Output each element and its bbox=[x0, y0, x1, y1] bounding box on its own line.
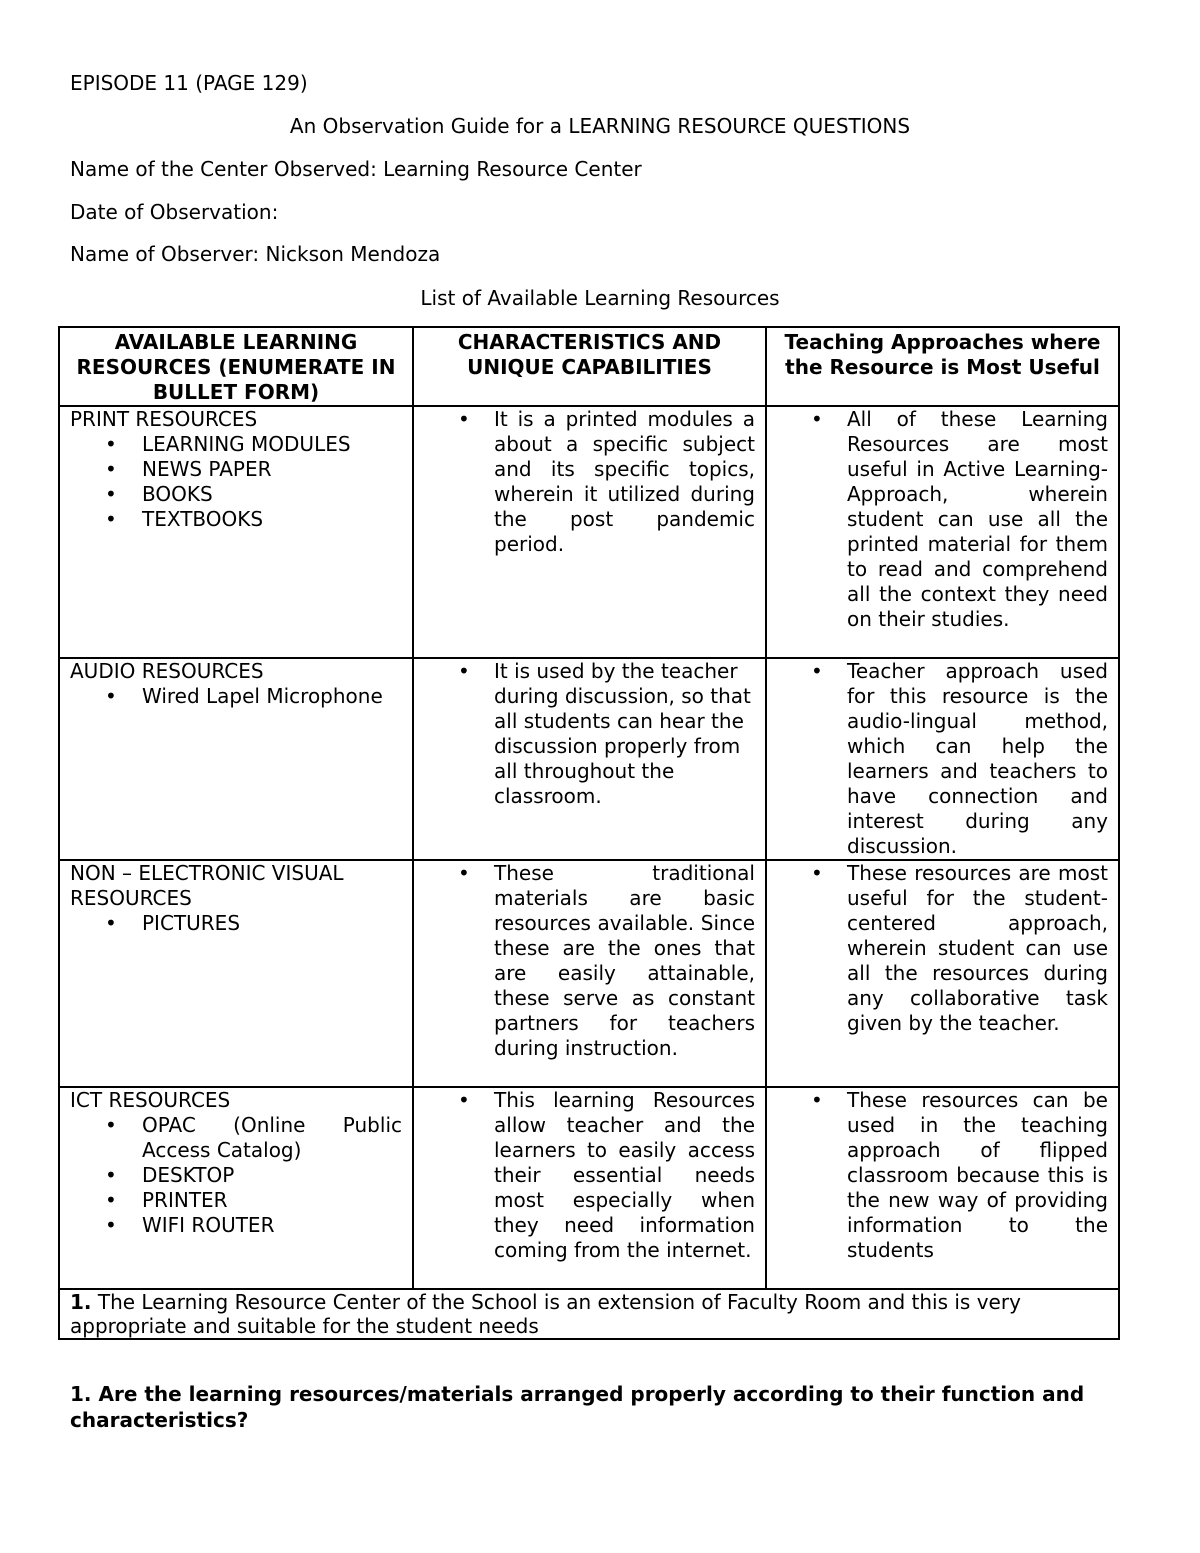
observer-name: Name of Observer: Nickson Mendoza bbox=[70, 242, 441, 266]
characteristics-cell bbox=[413, 1087, 766, 1289]
date-of-observation: Date of Observation: bbox=[70, 200, 279, 224]
list-item: • BOOKS bbox=[142, 482, 402, 507]
list-item: • NEWS PAPER bbox=[142, 457, 402, 482]
list-item: • TEXTBOOKS bbox=[142, 507, 402, 532]
footer-text: The Learning Resource Center of the School is an extension of Faculty Room and this is very appropriate and suitable for the student needs bbox=[70, 1290, 1021, 1338]
approach-cell bbox=[766, 1087, 1119, 1289]
episode-heading: EPISODE 11 (PAGE 129) bbox=[70, 71, 308, 95]
center-observed: Name of the Center Observed: Learning Resource Center bbox=[70, 157, 642, 181]
approach-cell bbox=[766, 658, 1119, 860]
resource-list bbox=[70, 684, 402, 709]
characteristics-text: • This learning Resources allow teacher and the learners to easily access their essential needs most especially when they need information coming from the internet. bbox=[494, 1088, 755, 1263]
characteristics-cell bbox=[413, 860, 766, 1087]
approach-text: • These resources can be used in the teaching approach of flipped classroom because this is the new way of providing information to the students bbox=[847, 1088, 1108, 1263]
characteristics-text: • It is a printed modules a about a specific subject and its specific topics, wherein it utilized during the post pandemic period. bbox=[494, 407, 755, 557]
characteristics-cell bbox=[413, 406, 766, 658]
footer-number: 1. bbox=[70, 1290, 92, 1314]
table-header-row bbox=[59, 327, 1119, 406]
table-row bbox=[59, 860, 1119, 1087]
characteristics-text: • It is used by the teacher during discussion, so that all students can hear the discussion properly from all throughout the classroom. bbox=[494, 659, 755, 809]
list-item: • LEARNING MODULES bbox=[142, 432, 402, 457]
header-teaching-approaches: Teaching Approaches where the Resource is Most Useful bbox=[766, 327, 1119, 406]
list-item: • PRINTER bbox=[142, 1188, 402, 1213]
guide-title: An Observation Guide for a LEARNING RESOURCE QUESTIONS bbox=[289, 114, 911, 138]
list-item: • WIFI ROUTER bbox=[142, 1213, 402, 1238]
approach-text: • These resources are most useful for the student-centered approach, wherein student can use all the resources during any collaborative task given by the teacher. bbox=[847, 861, 1108, 1036]
table-row bbox=[59, 406, 1119, 658]
resource-list bbox=[70, 1113, 402, 1238]
footer-cell bbox=[59, 1289, 1119, 1339]
table-row bbox=[59, 1087, 1119, 1289]
approach-cell bbox=[766, 406, 1119, 658]
resource-list bbox=[70, 911, 402, 936]
resource-category: ICT RESOURCES bbox=[70, 1088, 231, 1112]
resource-cell bbox=[59, 1087, 413, 1289]
list-item: • Wired Lapel Microphone bbox=[142, 684, 402, 709]
resource-category: NON – ELECTRONIC VISUAL RESOURCES bbox=[70, 861, 344, 910]
header-available-resources: AVAILABLE LEARNING RESOURCES (ENUMERATE IN BULLET FORM) bbox=[59, 327, 413, 406]
learning-resources-table bbox=[58, 326, 1120, 1340]
table-row bbox=[59, 658, 1119, 860]
list-item: • OPAC (Online Public Access Catalog) bbox=[142, 1113, 402, 1163]
table-footer-row bbox=[59, 1289, 1119, 1339]
resource-cell bbox=[59, 860, 413, 1087]
resource-cell bbox=[59, 658, 413, 860]
characteristics-cell bbox=[413, 658, 766, 860]
list-title: List of Available Learning Resources bbox=[420, 286, 780, 310]
resource-category: PRINT RESOURCES bbox=[70, 407, 258, 431]
characteristics-text: • These traditional materials are basic resources available. Since these are the ones that are easily attainable, these serve as constant partners for teachers during instruction. bbox=[494, 861, 755, 1061]
resource-list bbox=[70, 432, 402, 532]
header-characteristics: CHARACTERISTICS AND UNIQUE CAPABILITIES bbox=[413, 327, 766, 406]
approach-text: • All of these Learning Resources are most useful in Active Learning- Approach, wherein student can use all the printed material for them to read and comprehend all the context they need on their studies. bbox=[847, 407, 1108, 632]
list-item: • PICTURES bbox=[142, 911, 402, 936]
list-item: • DESKTOP bbox=[142, 1163, 402, 1188]
question-text: 1. Are the learning resources/materials arranged properly according to their function and characteristics? bbox=[70, 1382, 1085, 1432]
resource-category: AUDIO RESOURCES bbox=[70, 659, 264, 683]
resource-cell bbox=[59, 406, 413, 658]
approach-text: • Teacher approach used for this resource is the audio-lingual method, which can help the learners and teachers to have connection and interest during any discussion. bbox=[847, 659, 1108, 859]
approach-cell bbox=[766, 860, 1119, 1087]
